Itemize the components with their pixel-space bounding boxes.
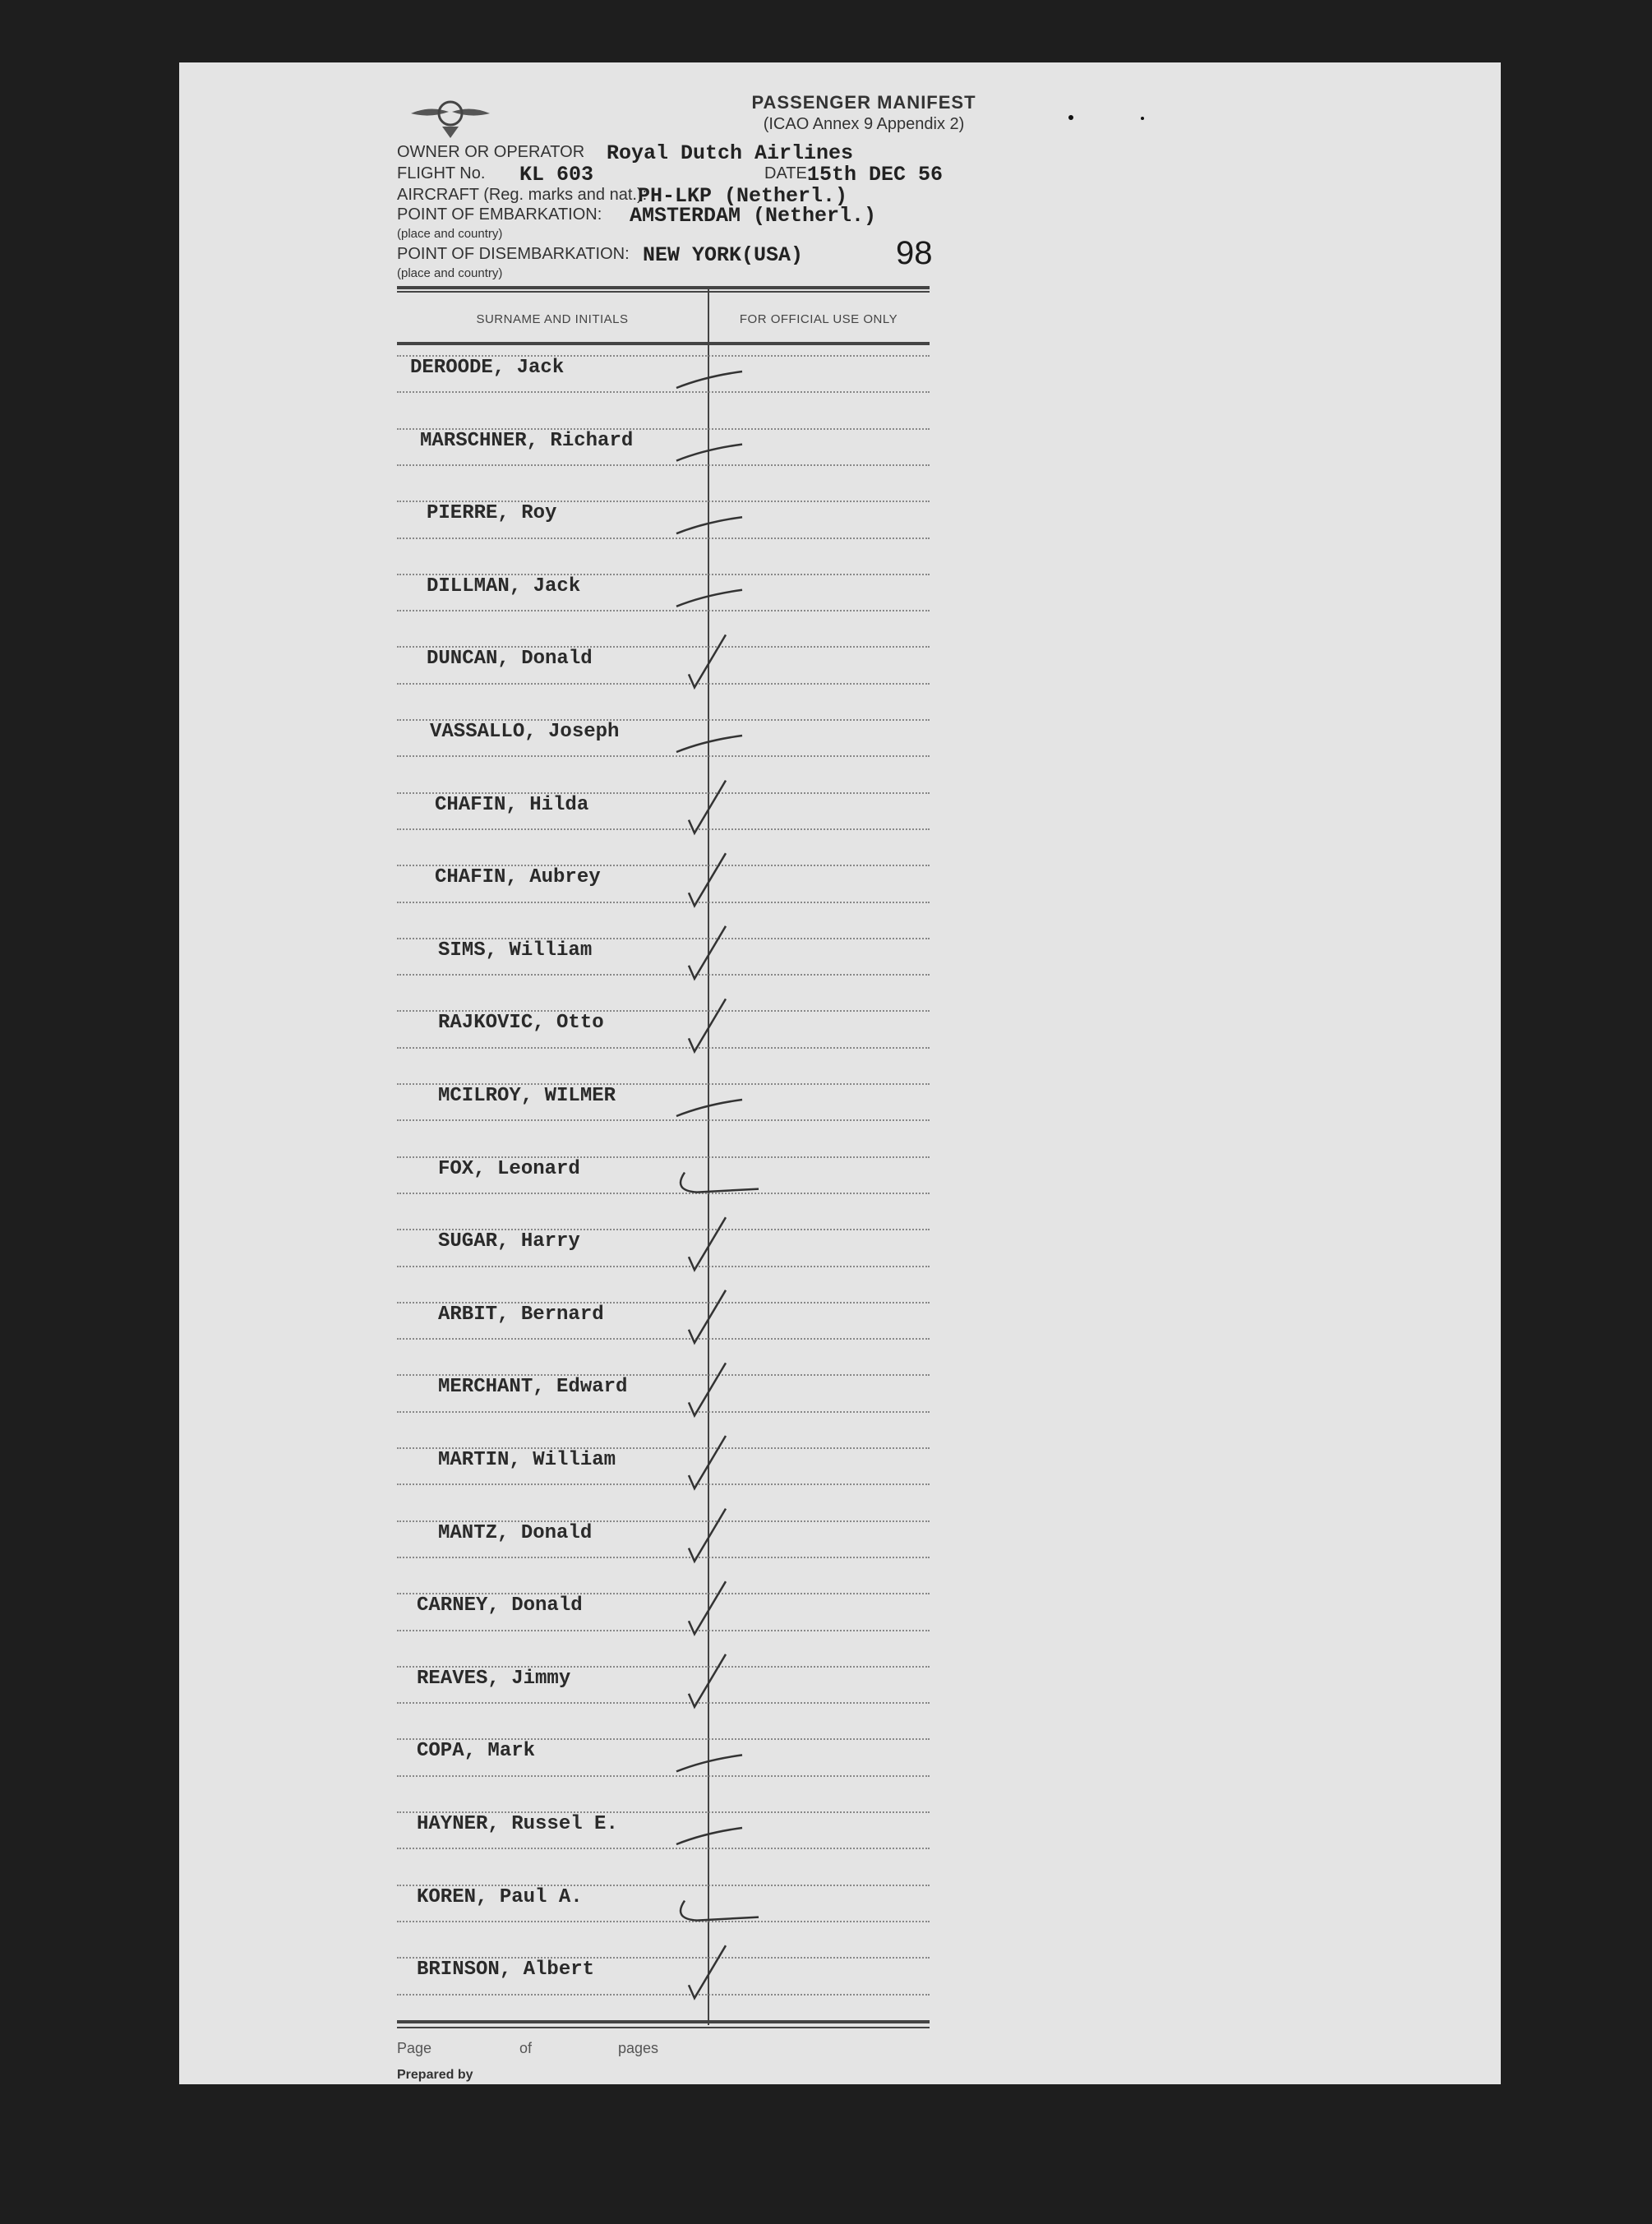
dotted-guide-line [397, 683, 930, 685]
checkmark-icon [676, 445, 742, 461]
header-rule [397, 286, 930, 289]
passenger-name: RAJKOVIC, Otto [438, 1012, 604, 1035]
dotted-guide-line [397, 391, 930, 393]
checkmark-icon [676, 736, 742, 752]
passenger-name: CHAFIN, Hilda [435, 793, 589, 816]
checkmark-icon [689, 1654, 726, 1707]
passenger-name: DILLMAN, Jack [427, 574, 581, 598]
passenger-name: MCILROY, WILMER [438, 1085, 616, 1107]
airline-emblem-icon [409, 94, 491, 143]
date-label: DATE: [764, 164, 812, 182]
checkmark-icon [689, 853, 726, 906]
paper-mark [1141, 117, 1144, 120]
passenger-table [397, 347, 930, 2023]
checkmark-icon [676, 1100, 742, 1116]
embark-hint: (place and country) [397, 227, 503, 241]
dotted-guide-line [397, 1557, 930, 1558]
dotted-guide-line [397, 1702, 930, 1704]
passenger-name: SIMS, William [438, 939, 593, 962]
checkmark-icon [689, 1363, 726, 1415]
column-header-rule [397, 342, 930, 345]
passenger-name: COPA, Mark [417, 1740, 536, 1763]
paper-mark [1068, 115, 1073, 120]
passenger-name: FOX, Leonard [438, 1157, 580, 1180]
checkmark-icon [676, 590, 742, 607]
passenger-name: DEROODE, Jack [410, 357, 565, 379]
dotted-guide-line [397, 974, 930, 976]
checkmark-icon [689, 1945, 726, 1998]
dotted-guide-line [397, 1483, 930, 1485]
manifest-title: PASSENGER MANIFEST [751, 92, 976, 113]
aircraft-value: PH-LKP (Netherl.) [638, 184, 848, 208]
checkmark-icon [681, 1901, 759, 1921]
dotted-guide-line [397, 828, 930, 830]
page-number: 98 [896, 235, 933, 271]
dotted-guide-line [397, 1411, 930, 1413]
disembark-value: NEW YORK(USA) [643, 243, 804, 267]
dotted-guide-line [397, 1047, 930, 1049]
disembark-label: POINT OF DISEMBARKATION: [397, 245, 630, 263]
passenger-name: MERCHANT, Edward [438, 1376, 628, 1399]
dotted-guide-line [397, 1921, 930, 1922]
dotted-guide-line [397, 538, 930, 539]
flight-value: KL 603 [519, 163, 594, 187]
col-official-header: FOR OFFICIAL USE ONLY [739, 312, 898, 326]
dotted-guide-line [397, 1630, 930, 1631]
passenger-name: DUNCAN, Donald [427, 648, 593, 671]
dotted-guide-line [397, 1848, 930, 1849]
passenger-name: PIERRE, Roy [427, 502, 557, 525]
footer-pages-label: pages [618, 2040, 659, 2056]
footer-of-label: of [519, 2040, 533, 2056]
manifest-subtitle: (ICAO Annex 9 Appendix 2) [763, 115, 965, 133]
checkmark-icon [689, 1581, 726, 1634]
passenger-name: MARTIN, William [438, 1449, 616, 1471]
passenger-name: VASSALLO, Joseph [430, 721, 620, 743]
dotted-guide-line [397, 1994, 930, 1996]
passenger-name: HAYNER, Russel E. [417, 1813, 618, 1835]
checkmark-icon [676, 371, 742, 388]
passenger-name: BRINSON, Albert [417, 1959, 595, 1982]
checkmark-icon [676, 1755, 742, 1771]
passenger-name: SUGAR, Harry [438, 1230, 580, 1253]
passenger-name: ARBIT, Bernard [438, 1303, 604, 1326]
checkmark-icon [676, 517, 742, 533]
footer-prepared-label: Prepared by [397, 2068, 473, 2082]
dotted-guide-line [397, 610, 930, 611]
flight-label: FLIGHT No. [397, 164, 486, 182]
owner-label: OWNER OR OPERATOR [397, 143, 585, 161]
dotted-guide-line [397, 1775, 930, 1777]
checkmark-icon [689, 999, 726, 1051]
dotted-guide-line [397, 755, 930, 757]
checkmark-icon [689, 781, 726, 833]
checkmark-icon [681, 1173, 759, 1193]
footer-page-label: Page [397, 2040, 432, 2056]
embark-label: POINT OF EMBARKATION: [397, 205, 602, 224]
aircraft-label: AIRCRAFT (Reg. marks and nat.): [397, 186, 648, 204]
footer-rule [397, 2020, 930, 2023]
passenger-name: KOREN, Paul A. [417, 1885, 583, 1908]
checkmark-icon [689, 926, 726, 979]
passenger-name: MANTZ, Donald [438, 1521, 593, 1544]
dotted-guide-line [397, 1338, 930, 1340]
checkmark-icon [689, 1509, 726, 1562]
header-rule-thin [397, 291, 930, 293]
date-value: 15th DEC 56 [807, 163, 944, 187]
embark-value: AMSTERDAM (Netherl.) [630, 204, 877, 228]
dotted-guide-line [397, 1193, 930, 1194]
footer-rule-thin [397, 2027, 930, 2028]
passenger-name: REAVES, Jimmy [417, 1667, 571, 1690]
col-surname-header: SURNAME AND INITIALS [476, 312, 629, 326]
passenger-name: MARSCHNER, Richard [420, 429, 634, 452]
checkmark-icon [689, 634, 726, 687]
dotted-guide-line [397, 464, 930, 466]
passenger-name: CARNEY, Donald [417, 1594, 583, 1617]
passenger-name: CHAFIN, Aubrey [435, 866, 601, 889]
checkmark-icon [689, 1217, 726, 1270]
disembark-hint: (place and country) [397, 266, 503, 280]
checkmark-icon [689, 1290, 726, 1343]
checkmark-icon [676, 1828, 742, 1844]
dotted-guide-line [397, 1119, 930, 1121]
dotted-guide-line [397, 1266, 930, 1267]
manifest-page [179, 62, 1501, 2084]
official-checkmarks [397, 347, 930, 2023]
dotted-guide-line [397, 902, 930, 903]
checkmark-icon [689, 1436, 726, 1488]
owner-value: Royal Dutch Airlines [607, 141, 854, 165]
